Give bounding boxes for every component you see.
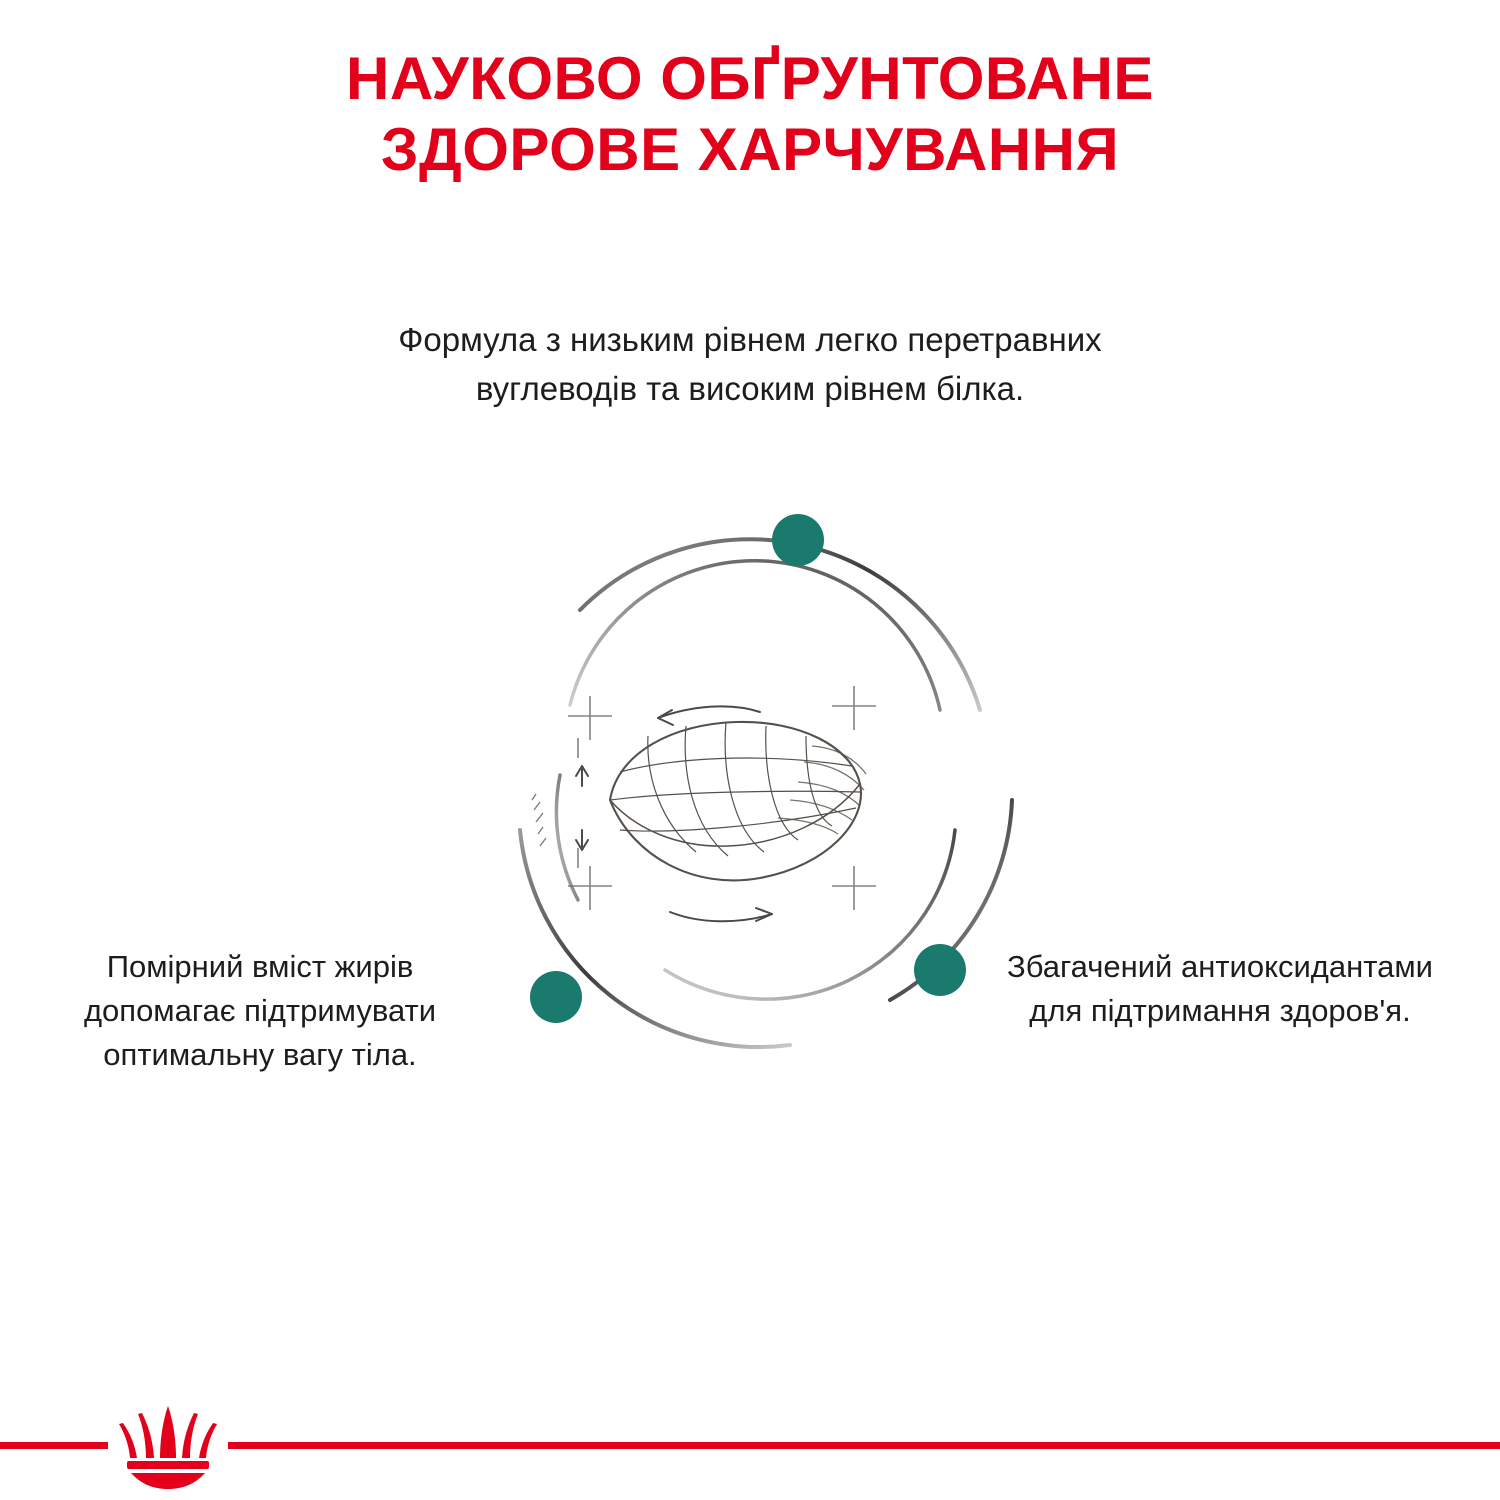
central-diagram <box>460 500 1040 1080</box>
sketch-arrows <box>576 706 772 921</box>
page-title-line-1: НАУКОВО ОБҐРУНТОВАНЕ <box>346 45 1154 112</box>
crown-icon <box>113 1398 223 1490</box>
brand-logo <box>108 1388 228 1500</box>
page-title <box>0 44 1500 186</box>
kibble-illustration <box>610 722 861 881</box>
intro-text: Формула з низьким рівнем легко перетравних вуглеводів та високим рівнем білка. <box>398 321 1102 407</box>
dot-top <box>772 514 824 566</box>
page-title-line-2: ЗДОРОВЕ ХАРЧУВАННЯ <box>380 115 1120 183</box>
dot-right <box>914 944 966 996</box>
caption-right: Збагачений антиоксидантами для підтримання здоров'я. <box>1007 949 1433 1029</box>
sketch-annotation <box>532 794 546 846</box>
brand-bar <box>0 1388 1500 1500</box>
caption-left: Помірний вміст жирів допомагає підтримувати оптимальну вагу тіла. <box>83 949 437 1073</box>
dot-bottom-left <box>530 971 582 1023</box>
sketch-construction-marks <box>568 686 876 910</box>
